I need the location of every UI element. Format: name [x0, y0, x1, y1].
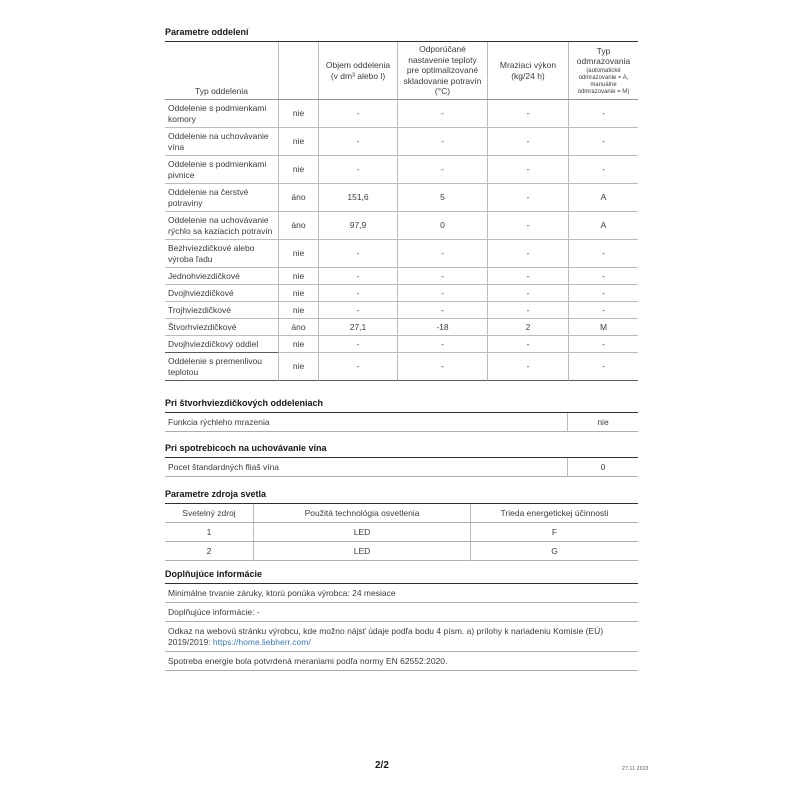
compartment-volume: -: [318, 128, 397, 156]
compartment-temperature: -: [397, 268, 487, 285]
compartment-present: áno: [278, 319, 318, 336]
manufacturer-link-text: Odkaz na webovú stránku výrobcu, kde možno nájsť údaje podľa bodu 4 písm. a) prílohy k nariadeniu Komisie (EÚ) 2019/2019:: [168, 625, 604, 647]
light-table: [165, 504, 638, 561]
compartment-type: Oddelenie na uchovávanie rýchlo sa kaziacich potravín: [165, 212, 278, 240]
table-row: [165, 156, 638, 184]
light-source-number: 1: [165, 523, 253, 542]
compartment-freezing: -: [487, 100, 568, 128]
compartment-defrost: -: [568, 100, 638, 128]
light-section-title: Parametre zdroja svetla: [165, 489, 638, 504]
light-column-technology: Použitá technológia osvetlenia: [253, 504, 470, 523]
additional-info: Doplňujúce informácie: -: [165, 603, 638, 622]
light-column-efficiency: Trieda energetickej účinnosti: [470, 504, 638, 523]
compartment-defrost: -: [568, 240, 638, 268]
column-header-temperature: Odporúčané nastavenie teploty pre optimalizované skladovanie potravín (°C): [397, 42, 487, 99]
compartment-temperature: -: [397, 353, 487, 381]
table-row: [165, 285, 638, 302]
fast-freeze-label: Funkcia rýchleho mrazenia: [165, 413, 567, 432]
compartment-temperature: -: [397, 302, 487, 319]
compartment-type: Oddelenie na čerstvé potraviny: [165, 184, 278, 212]
additional-section-title: Doplňujúce informácie: [165, 569, 638, 584]
compartment-defrost: -: [568, 353, 638, 381]
compartment-volume: -: [318, 353, 397, 381]
compartment-type: Štvorhviezdičkové: [165, 319, 278, 336]
table-row: [165, 319, 638, 336]
compartment-freezing: -: [487, 184, 568, 212]
compartment-defrost: M: [568, 319, 638, 336]
compartment-defrost: -: [568, 156, 638, 184]
compartment-defrost: -: [568, 302, 638, 319]
column-header-present: [278, 42, 318, 99]
light-table-header: [165, 504, 638, 523]
compartment-defrost: A: [568, 184, 638, 212]
compartment-present: nie: [278, 128, 318, 156]
warranty-info: Minimálne trvanie záruky, ktorú ponúka výrobca: 24 mesiace: [165, 584, 638, 603]
compartment-present: nie: [278, 268, 318, 285]
compartment-temperature: -: [397, 336, 487, 353]
table-row: [165, 268, 638, 285]
compartment-defrost: -: [568, 285, 638, 302]
datasheet-page: [165, 27, 638, 671]
compartment-temperature: -18: [397, 319, 487, 336]
compartment-present: áno: [278, 184, 318, 212]
compartment-defrost: -: [568, 128, 638, 156]
compartment-volume: -: [318, 336, 397, 353]
compartment-temperature: -: [397, 285, 487, 302]
column-header-defrost: [568, 42, 638, 99]
compartment-volume: -: [318, 268, 397, 285]
compartment-type: Trojhviezdičkové: [165, 302, 278, 319]
table-row: [165, 353, 638, 381]
compartment-freezing: -: [487, 128, 568, 156]
compartment-freezing: -: [487, 302, 568, 319]
light-row: [165, 523, 638, 542]
compartment-type: Oddelenie s premenlivou teplotou: [165, 353, 278, 381]
compartment-present: nie: [278, 285, 318, 302]
light-column-source: Svetelný zdroj: [165, 504, 253, 523]
compartments-section-title: Parametre oddelení: [165, 27, 638, 42]
table-row: [165, 302, 638, 319]
compartment-present: nie: [278, 156, 318, 184]
compartment-freezing: -: [487, 336, 568, 353]
compartment-freezing: -: [487, 156, 568, 184]
page-number: 2/2: [375, 760, 389, 771]
wine-bottles-label: Pocet štandardných fliaš vína: [165, 458, 567, 477]
compartment-type: Jednohviezdičkové: [165, 268, 278, 285]
compartment-type: Oddelenie s podmienkami pivnice: [165, 156, 278, 184]
four-star-row: [165, 413, 638, 432]
column-header-defrost-note: (automatické odmrazovanie = A, manuálne odmrazovanie = M): [577, 67, 630, 95]
compartment-type: Bezhviezdičkové alebo výroba ľadu: [165, 240, 278, 268]
compartment-temperature: -: [397, 128, 487, 156]
four-star-section-title: Pri štvorhviezdičkových oddeleniach: [165, 398, 638, 413]
compartment-volume: -: [318, 100, 397, 128]
light-efficiency-class: F: [470, 523, 638, 542]
compartment-present: nie: [278, 336, 318, 353]
compartment-volume: -: [318, 156, 397, 184]
compartment-volume: 27,1: [318, 319, 397, 336]
compartment-temperature: 5: [397, 184, 487, 212]
compartment-present: áno: [278, 212, 318, 240]
compartment-volume: -: [318, 302, 397, 319]
compartment-present: nie: [278, 353, 318, 381]
compartment-present: nie: [278, 100, 318, 128]
column-header-freezing: Mraziaci výkon (kg/24 h): [487, 42, 568, 99]
compartment-type: Dvojhviezdičkový oddiel: [165, 336, 278, 353]
compartment-temperature: -: [397, 100, 487, 128]
compartment-freezing: -: [487, 285, 568, 302]
compartment-freezing: -: [487, 353, 568, 381]
footer-date: 27.11.2023: [622, 766, 649, 772]
compartment-type: Oddelenie s podmienkami komory: [165, 100, 278, 128]
energy-standard-info: Spotreba energie bola potvrdená meraniami podľa normy EN 62552:2020.: [165, 652, 638, 671]
compartment-freezing: -: [487, 240, 568, 268]
column-header-type: Typ oddelenia: [195, 85, 248, 96]
compartment-temperature: 0: [397, 212, 487, 240]
compartment-defrost: -: [568, 336, 638, 353]
compartment-type: Dvojhviezdičkové: [165, 285, 278, 302]
compartment-volume: 97,9: [318, 212, 397, 240]
table-row: [165, 184, 638, 212]
compartment-freezing: -: [487, 268, 568, 285]
compartment-present: nie: [278, 302, 318, 319]
compartment-freezing: 2: [487, 319, 568, 336]
compartment-present: nie: [278, 240, 318, 268]
compartments-table-header: [165, 42, 638, 100]
compartment-volume: -: [318, 285, 397, 302]
compartment-type: Oddelenie na uchovávanie vína: [165, 128, 278, 156]
compartment-defrost: -: [568, 268, 638, 285]
compartment-temperature: -: [397, 156, 487, 184]
light-row: [165, 542, 638, 561]
table-row: [165, 240, 638, 268]
wine-row: [165, 458, 638, 477]
table-row: [165, 212, 638, 240]
table-row: [165, 128, 638, 156]
fast-freeze-value: nie: [567, 413, 638, 432]
light-efficiency-class: G: [470, 542, 638, 561]
light-technology: LED: [253, 523, 470, 542]
light-technology: LED: [253, 542, 470, 561]
column-header-volume: Objem oddelenia (v dm³ alebo l): [318, 42, 397, 99]
table-row: [165, 336, 638, 353]
table-row: [165, 100, 638, 128]
wine-section-title: Pri spotrebicoch na uchovávanie vína: [165, 443, 638, 458]
column-header-defrost-main: Typ odmrazovania: [576, 45, 631, 66]
compartment-freezing: -: [487, 212, 568, 240]
light-source-number: 2: [165, 542, 253, 561]
compartment-volume: 151,6: [318, 184, 397, 212]
compartment-volume: -: [318, 240, 397, 268]
manufacturer-link-row: [165, 622, 638, 652]
compartment-defrost: A: [568, 212, 638, 240]
wine-bottles-value: 0: [567, 458, 638, 477]
manufacturer-website-link[interactable]: https://home.liebherr.com/: [212, 636, 311, 647]
compartment-temperature: -: [397, 240, 487, 268]
compartments-table: [165, 42, 638, 381]
